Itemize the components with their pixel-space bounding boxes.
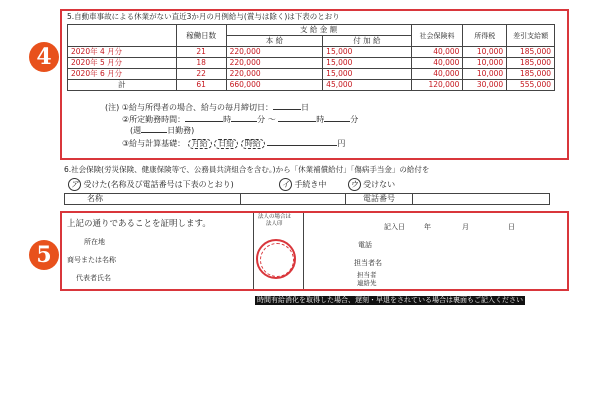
end-hour-field[interactable] (278, 121, 316, 122)
salary-table (67, 24, 555, 91)
base-cell: 220,000 (226, 69, 323, 80)
start-minute-field[interactable] (231, 121, 257, 122)
company-name-label: 商号または名称 (67, 256, 116, 264)
days-cell: 22 (176, 69, 226, 80)
section6-options (68, 178, 395, 191)
option-u-label: 受けない (363, 180, 396, 189)
days-cell: 18 (176, 58, 226, 69)
start-hour-field[interactable] (185, 121, 223, 122)
tax-cell: 10,000 (463, 58, 507, 69)
address-label: 所在地 (84, 238, 105, 246)
note-weekly-days (130, 127, 194, 135)
minute-unit: 分 (257, 115, 266, 124)
net-cell: 185,000 (507, 58, 555, 69)
option-i-mark[interactable]: イ (279, 178, 292, 191)
base-cell: 220,000 (226, 47, 323, 58)
total-net: 555,000 (507, 80, 555, 91)
pay-amount-field[interactable] (267, 145, 337, 146)
month-cell: 2020年 6 月分 (68, 69, 177, 80)
weekly-days-unit: 日勤務) (167, 126, 195, 135)
insurer-table (64, 193, 550, 205)
section5-title: 5.自動車事故による休業がない直近3か月の月例給与(賞与は除く)は下表のとおり (67, 12, 340, 21)
insurer-phone-field[interactable] (413, 194, 550, 205)
closing-day-unit: 日 (300, 103, 309, 112)
fill-date-label: 記入日 (384, 223, 405, 231)
allowance-cell: 15,000 (323, 69, 411, 80)
base-cell: 220,000 (226, 58, 323, 69)
year-unit: 年 (424, 223, 431, 231)
basis-hourly-option[interactable]: 時給 (241, 139, 265, 149)
tax-cell: 10,000 (463, 47, 507, 58)
day-unit: 日 (508, 223, 515, 231)
total-base: 660,000 (226, 80, 323, 91)
section-number-badge-4: 4 (29, 42, 59, 72)
note-working-hours (122, 116, 358, 124)
note-closing-day-label: (注) ①給与所得者の場合、給与の毎月締切日： (105, 103, 273, 112)
days-cell: 21 (176, 47, 226, 58)
table-header-row (68, 25, 555, 36)
total-insurance: 120,000 (411, 80, 463, 91)
certification-statement: 上記の通りであることを証明します。 (67, 219, 211, 229)
header-base: 本 給 (226, 36, 323, 47)
option-i-label: 手続き中 (294, 180, 327, 189)
insurer-name-label: 名称 (65, 194, 241, 205)
basis-monthly-option[interactable]: 月給 (188, 139, 212, 149)
certification-divider-right (303, 213, 304, 289)
hour-unit: 時 (316, 115, 325, 124)
footer-notice: 時間有給消化を取得した場合、遅刻・早退をされている場合は裏面もご記入ください (257, 296, 523, 304)
minute-unit: 分 (350, 115, 359, 124)
option-a-mark[interactable]: ア (68, 178, 81, 191)
allowance-cell: 15,000 (323, 47, 411, 58)
working-hours-label: ②所定勤務時間： (122, 115, 186, 124)
pay-basis-label: ③給与計算基礎： (122, 139, 186, 148)
hour-unit: 時 (223, 115, 232, 124)
note-closing-day (105, 104, 309, 112)
corporate-seal-circle[interactable] (256, 239, 296, 279)
person-in-charge-label: 担当者名 (354, 259, 382, 267)
month-cell: 2020年 5 月分 (68, 58, 177, 69)
net-cell: 185,000 (507, 69, 555, 80)
phone-label: 電話 (358, 241, 372, 249)
total-days: 61 (176, 80, 226, 91)
section6-title: 6.社会保険(労災保険、健康保険等で、公務員共済組合を含む。)から「休業補償給付」「傷病手当金」の給付を (64, 165, 430, 174)
table-row (68, 47, 555, 58)
contact-label-line1: 担当者 (357, 271, 377, 279)
option-u-mark[interactable]: ウ (348, 178, 361, 191)
insurance-cell: 40,000 (411, 47, 463, 58)
option-a-label: 受けた(名称及び電話番号は下表のとおり) (83, 180, 234, 189)
seal-note-line1: 法人の場合は (258, 214, 292, 220)
header-days: 稼働日数 (176, 25, 226, 47)
table-row (68, 69, 555, 80)
allowance-cell: 15,000 (323, 58, 411, 69)
insurance-cell: 40,000 (411, 58, 463, 69)
seal-note-line2: 法人印 (266, 221, 283, 227)
header-net: 差引支給額 (507, 25, 555, 47)
insurer-row (65, 194, 550, 205)
yen-unit: 円 (337, 139, 346, 148)
table-row (68, 58, 555, 69)
net-cell: 185,000 (507, 47, 555, 58)
end-minute-field[interactable] (324, 121, 350, 122)
weekly-days-field[interactable] (141, 132, 167, 133)
representative-label: 代表者氏名 (76, 274, 111, 282)
insurer-phone-label: 電話番号 (346, 194, 413, 205)
total-allowance: 45,000 (323, 80, 411, 91)
month-cell: 2020年 4 月分 (68, 47, 177, 58)
certification-divider-left (253, 213, 254, 289)
closing-day-field[interactable] (273, 109, 301, 110)
total-tax: 30,000 (463, 80, 507, 91)
seal-inner-ring (260, 243, 294, 277)
header-insurance: 社会保険料 (411, 25, 463, 47)
header-tax: 所得税 (463, 25, 507, 47)
table-total-row (68, 80, 555, 91)
insurance-cell: 40,000 (411, 69, 463, 80)
tax-cell: 10,000 (463, 69, 507, 80)
section-number-badge-5: 5 (29, 240, 59, 270)
month-unit: 月 (462, 223, 469, 231)
note-pay-basis (122, 139, 345, 149)
weekly-days-prefix: (週 (130, 126, 142, 135)
insurer-name-field[interactable] (241, 194, 346, 205)
header-pay: 支 給 金 額 (226, 25, 411, 36)
basis-daily-option[interactable]: 日給 (214, 139, 238, 149)
header-allowance: 付 加 給 (323, 36, 411, 47)
tilde: ～ (267, 115, 276, 124)
contact-label-line2: 連絡先 (357, 279, 377, 287)
total-label: 計 (68, 80, 177, 91)
